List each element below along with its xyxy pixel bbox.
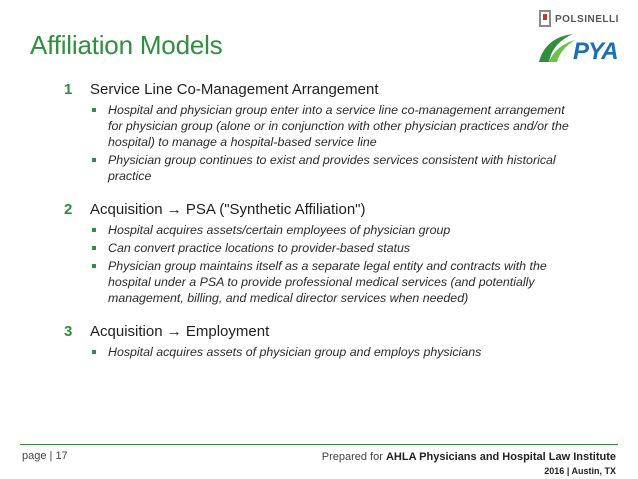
bullet-list [78,344,578,360]
section-heading [64,80,578,100]
event-location: | Austin, TX [566,466,616,476]
section-number: 1 [64,81,73,98]
bullet-list [78,222,578,306]
footer-credit [322,450,616,478]
slide-title: Affiliation Models [30,30,223,60]
section-heading [64,322,578,342]
slide-content [64,80,578,376]
pya-logo [537,32,629,66]
footer-divider [20,444,618,445]
bullet-item: Can convert practice locations to provider-based status [90,240,578,256]
section-title: Service Line Co-Management Arrangement [90,81,379,98]
event-year: 2016 [544,466,565,476]
section-number: 3 [64,323,73,340]
polsinelli-logo-text: POLSINELLI [555,14,619,25]
section-number: 2 [64,201,73,218]
polsinelli-mark-icon [539,10,551,27]
section-heading [64,200,578,220]
bullet-item: Hospital acquires assets/certain employees of physician group [90,222,578,238]
pya-swoosh-icon [537,32,577,66]
section-employment [64,322,578,360]
section-psa [64,200,578,306]
polsinelli-logo [537,8,629,30]
prepared-prefix: Prepared for [321,451,383,463]
bullet-item: Hospital acquires assets of physician group and employs physicians [90,344,578,360]
bullet-list [78,102,578,184]
section-service-line [64,80,578,184]
prepared-org: AHLA Physicians and Hospital Law Institute [385,451,616,463]
section-title: Acquisition → PSA ("Synthetic Affiliation") [90,201,366,218]
bullet-item: Hospital and physician group enter into a service line co-management arrangement for physician group (alone or in conjunction with other physician practices and/or the hospital) to manage a hospital-based service line [90,102,578,150]
section-title: Acquisition → Employment [90,323,270,340]
bullet-item: Physician group continues to exist and provides services consistent with historical practice [90,152,578,184]
pya-logo-text: PYA [573,38,618,65]
bullet-item: Physician group maintains itself as a separate legal entity and contracts with the hospital under a PSA to provide professional medical services (and potentially management, billing, and medical director services when needed) [90,258,578,306]
page-number: page | 17 [22,450,68,462]
